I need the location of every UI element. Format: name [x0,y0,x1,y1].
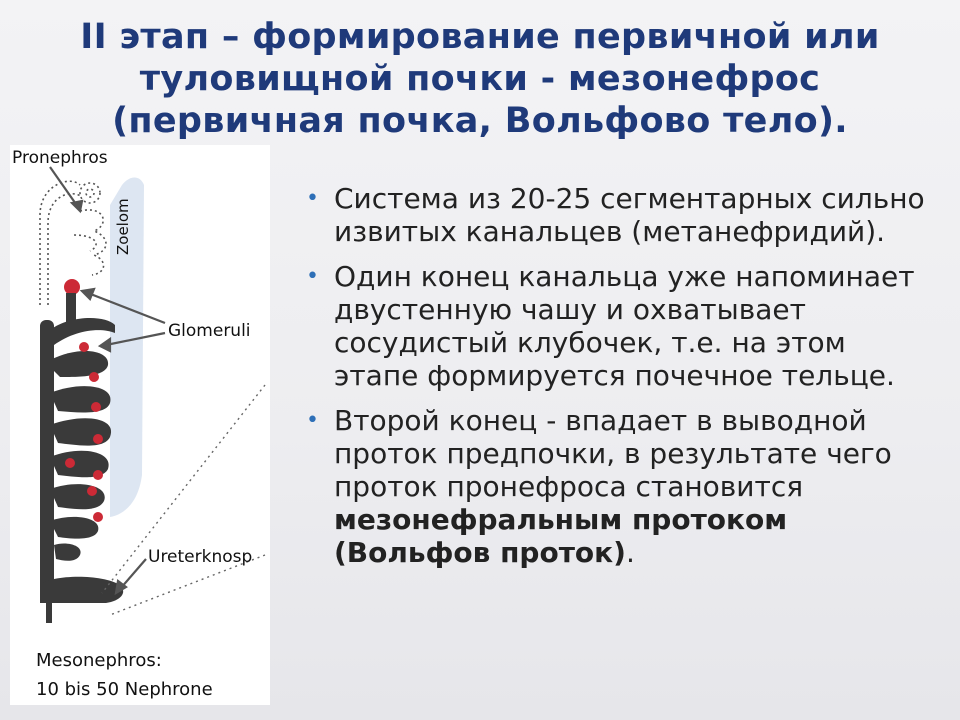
label-ureterknospe: Ureterknosp [148,547,253,567]
bullet-text: Второй конец - впадает в выводной проток предпочки, в результате чего проток пронефроса становится [334,404,892,503]
bullet-item [306,260,926,392]
bullet-text-bold: мезонефральным протоком (Вольфов проток) [334,503,788,569]
title-line-2: туловищной почки - мезонефрос [139,59,821,99]
label-mesonephros: Mesonephros: [36,650,162,671]
bullet-text: Система из 20-25 сегментарных сильно извитых канальцев (метанефридий). [334,182,925,248]
bullet-marker: • [306,408,319,433]
label-nephron-count: 10 bis 50 Nephrone [36,679,213,700]
mesonephros-diagram [10,145,270,705]
label-pronephros: Pronephros [12,148,108,168]
slide-title [30,16,930,142]
bullet-text: Один конец канальца уже напоминает двустенную чашу и охватывает сосудистый клубочек, т.е. на этом этапе формируется почечное тельце. [334,260,915,392]
title-line-1: II этап – формирование первичной или [80,17,880,57]
title-line-3: (первичная почка, Вольфово тело). [112,101,848,141]
bullet-list [306,182,926,581]
bullet-marker: • [306,264,319,289]
bullet-marker: • [306,186,319,211]
label-glomeruli: Glomeruli [168,321,251,341]
label-zoelom: Zoelom [114,198,132,255]
bullet-item [306,182,926,248]
diagram-drawing [10,145,270,705]
bullet-item [306,404,926,569]
bullet-text-end: . [625,536,635,569]
